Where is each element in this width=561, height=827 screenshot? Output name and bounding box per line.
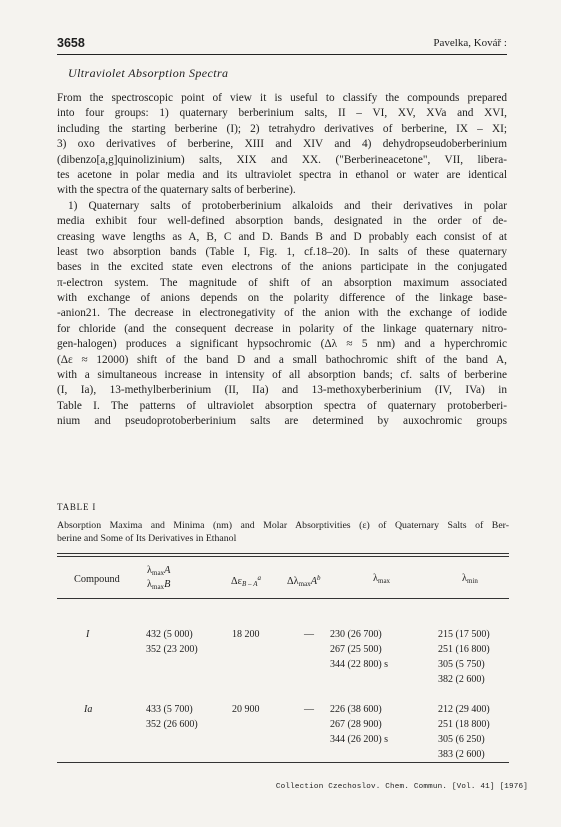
row-delta-eps: 18 200 [232, 629, 260, 640]
row-lambda-min: 305 (6 250) [438, 734, 485, 745]
body-line: Table I. The patterns of ultraviolet absorption spectra of quaternary protoberberi- [57, 399, 507, 412]
body-line: 1) Quaternary salts of protoberberinium alkaloids and their derivatives in polar [68, 199, 507, 212]
body-line: gen-halogen) produces a significant hypsochromic (Δλ ≈ 5 nm) and a hyperchromic [57, 338, 507, 351]
header-compound: Compound [74, 574, 120, 585]
header-lambda-max: $\lambda_{max}$ [373, 573, 391, 585]
body-line: creasing wave lengths as A, B, C and D. Bands B and D probably each consist of at [57, 230, 507, 243]
running-authors: Pavelka, Kovář : [433, 37, 507, 49]
row-lambda-max: 344 (22 800) s [330, 659, 389, 670]
row-delta-eps: 20 900 [232, 704, 260, 715]
body-line: (dibenzo[a,g]quinolizinium) salts, XIX and XX. ("Berberineacetone", VII, libera- [57, 153, 507, 166]
row-delta-lambda: — [304, 629, 314, 640]
table-top-rule [57, 553, 509, 554]
page-number: 3658 [57, 36, 85, 50]
journal-footer: Collection Czechoslov. Chem. Commun. [Vol. 41] [1976] [275, 783, 528, 791]
row-lambda-min: 251 (18 800) [438, 719, 490, 730]
table-header-rule [57, 598, 509, 599]
body-line: π-electron system. The magnitude of shift of an absorption maximum associated [57, 276, 507, 289]
header-lambda-min: $\lambda_{min}$ [462, 573, 478, 585]
header-lambda-max-b: $\lambda_{max}B$ [147, 579, 171, 591]
body-line: least two absorption bands (Table I, Fig. 1, cf.18–20). In salts of these quaternary [57, 245, 507, 258]
body-line: with the spectra of the quaternary salts of berberine). [57, 184, 296, 197]
body-line: From the spectroscopic point of view it is useful to classify the compounds prepared [57, 92, 507, 104]
body-line: bases in the excited state even electrons of the anions participate in the conjugated [57, 261, 507, 274]
row-lambda-max: 267 (28 900) [330, 719, 382, 730]
body-line: including the starting berberine (I); 2) tetrahydro derivatives of berberine, IX – XI; [57, 122, 507, 135]
body-line: with a simultaneous increase in intensity of all absorption bands; cf. salts of berberine [57, 369, 507, 382]
header-delta-eps: $\Delta\varepsilon_{B - A}^a$ [231, 574, 262, 588]
body-line: -anion21. The decrease in electronegativity of the anion with the exchange of iodide [57, 307, 507, 320]
row-lambda-min: 251 (16 800) [438, 644, 490, 655]
header-delta-lambda: $\Delta\lambda_{max}A^b$ [287, 574, 321, 588]
body-line: for chloride (and the consequent decrease in polarity of the linkage quaternary nitro- [57, 322, 507, 335]
row-lambda-a: 433 (5 700) [146, 704, 193, 715]
body-line: 3) oxo derivatives of berberine, XIII and XIV and 4) dehydropseudoberberinium [57, 138, 507, 151]
caption-line: Absorption Maxima and Minima (nm) and Molar Absorptivities (ε) of Quaternary Salts of Ber- [57, 520, 509, 531]
row-lambda-max: 344 (26 200) s [330, 734, 389, 745]
row-lambda-max: 226 (38 600) [330, 704, 382, 715]
row-lambda-min: 382 (2 600) [438, 674, 485, 685]
body-line: nium and pseudoprotoberberinium salts are determined by auxochromic groups [57, 415, 507, 428]
table-label: TABLE I [57, 502, 97, 512]
body-line: media exhibit four well-defined absorption bands, designated in the order of de- [57, 215, 507, 228]
row-lambda-min: 212 (29 400) [438, 704, 490, 715]
body-line: (I, Ia), 13-methylberberinium (II, IIa) and 13-methoxyberberinium (IV, IVa) in [57, 384, 507, 397]
row-lambda-max: 230 (26 700) [330, 629, 382, 640]
row-lambda-max: 267 (25 500) [330, 644, 382, 655]
header-lambda-max-a: $\lambda_{max}A$ [147, 565, 171, 577]
body-line: into four groups: 1) quaternary berberinium salts, II – VI, XV, XVa and XVI, [57, 107, 507, 120]
row-compound: Ia [84, 704, 93, 715]
row-lambda-min: 215 (17 500) [438, 629, 490, 640]
row-lambda-b: 352 (26 600) [146, 719, 198, 730]
header-rule [57, 54, 507, 55]
body-line: with exchange of anions depends on the polarity difference of the linkage base- [57, 292, 507, 305]
row-lambda-b: 352 (23 200) [146, 644, 198, 655]
body-line: (Δε ≈ 12000) shift of the band D and a small bathochromic shift of the band A, [57, 353, 507, 366]
body-text [57, 91, 507, 430]
row-lambda-min: 383 (2 600) [438, 749, 485, 760]
table-bottom-rule [57, 762, 509, 763]
row-compound: I [86, 629, 90, 640]
body-line: tes acetone in polar media and its ultraviolet spectra in ethanol or water are identical [57, 168, 507, 181]
caption-line: berine and Some of Its Derivatives in Ethanol [57, 533, 237, 545]
table-top-rule-double [57, 556, 509, 557]
running-header [57, 36, 507, 54]
table-caption [57, 519, 509, 545]
row-lambda-a: 432 (5 000) [146, 629, 193, 640]
row-lambda-min: 305 (5 750) [438, 659, 485, 670]
section-title: Ultraviolet Absorption Spectra [68, 66, 229, 80]
row-delta-lambda: — [304, 704, 314, 715]
